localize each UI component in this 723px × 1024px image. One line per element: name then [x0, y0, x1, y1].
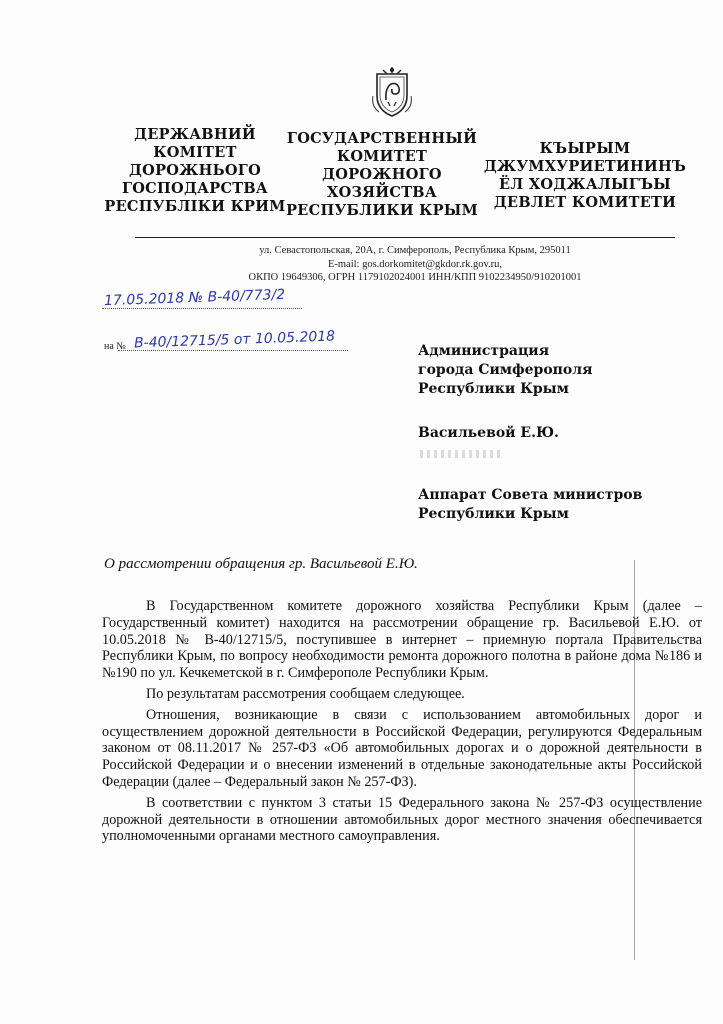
addressee-line: Республики Крым [418, 381, 569, 397]
addressee-line: города Симферополя [418, 362, 593, 378]
org-ua-line: РЕСПУБЛІКИ КРИМ [104, 198, 286, 215]
org-crh-line: ДЖУМХУРИЕТИНИНЪ [483, 158, 687, 175]
org-crh-line: ДЕВЛЕТ КОМИТЕТИ [493, 194, 677, 211]
org-ua-line: КОМІТЕТ [153, 144, 237, 161]
org-ru-line: ГОСУДАРСТВЕННЫЙ [286, 130, 478, 147]
org-name-russian [282, 130, 482, 220]
crimea-coat-of-arms-icon [369, 66, 415, 118]
incoming-number-underline [118, 350, 348, 351]
body-paragraph: В соответствии с пунктом 3 статьи 15 Федерального закона № 257-ФЗ осуществление дорожной деятельности в отношении автомобильных дорог местного значения обеспечивается уполномоченными органами местного самоуправления. [102, 794, 702, 845]
letter-body [102, 598, 702, 849]
body-paragraph: Отношения, возникающие в связи с использованием автомобильных дорог и осуществлением дорожной деятельности в Российской Федерации, регулируются Федеральным законом от 08.11.2017 № 257-ФЗ «Об автомобильных дорогах и о дорожной деятельности в Российской Федерации и о внесении изменений в отдельные законодательные акты Российской Федерации (далее – Федеральный закон № 257-ФЗ). [102, 706, 702, 790]
org-crh-line: ЁЛ ХОДЖАЛЫГЪЫ [499, 176, 671, 193]
addressee-council-apparatus [418, 486, 642, 524]
addressee-administration [418, 342, 592, 399]
address-line: ул. Севастопольская, 20А, г. Симферополь, Республика Крым, 295011 [259, 245, 571, 256]
body-paragraph: По результатам рассмотрения сообщаем следующее. [146, 685, 465, 702]
outgoing-number-underline [102, 308, 302, 309]
org-ua-line: ДЕРЖАВНИЙ [134, 126, 256, 143]
org-ru-line: КОМИТЕТ [336, 148, 428, 165]
org-ua-line: ГОСПОДАРСТВА [121, 180, 269, 197]
addressee-line: Республики Крым [418, 506, 569, 522]
org-address-block [200, 244, 630, 285]
incoming-number-prefix: на № [104, 341, 126, 352]
org-ua-line: ДОРОЖНЬОГО [128, 162, 262, 179]
addressee-line: Аппарат Совета министров [418, 487, 643, 503]
redacted-address-smudge [420, 450, 500, 458]
incoming-number-handwritten: В-40/12715/5 от 10.05.2018 [133, 328, 336, 352]
email-line: E-mail: gos.dorkomitet@gkdor.rk.gov.ru, [327, 258, 503, 270]
org-ru-line: ХОЗЯЙСТВА [327, 184, 437, 201]
addressee-person: Васильевой Е.Ю. [418, 425, 559, 441]
org-crh-line: КЪЫРЫМ [539, 140, 631, 157]
addressee-line: Администрация [418, 343, 550, 359]
body-paragraph: В Государственном комитете дорожного хозяйства Республики Крым (далее – Государственный комитет) находится на рассмотрении обращение гр. Васильевой Е.Ю. от 10.05.2018 № В-40/12715/5, поступившее в интернет – приемную портала Правительства Республики Крым, по вопросу необходимости ремонта дорожного полотна в районе дома №186 и №190 по ул. Кечкеметской в г. Симферополе Республики Крым. [102, 598, 702, 682]
letter-subject: О рассмотрении обращения гр. Васильевой Е.Ю. [104, 556, 418, 572]
org-name-crimean-tatar [480, 140, 690, 212]
org-ru-line: ДОРОЖНОГО [322, 166, 442, 183]
registration-codes-line: ОКПО 19649306, ОГРН 1179102024001 ИНН/КПП 9102234950/910201001 [248, 272, 582, 283]
org-ru-line: РЕСПУБЛИКИ КРЫМ [286, 202, 478, 219]
org-name-ukrainian [100, 126, 290, 216]
header-divider [135, 237, 675, 238]
outgoing-number-handwritten: 17.05.2018 № В-40/773/2 [103, 286, 286, 310]
